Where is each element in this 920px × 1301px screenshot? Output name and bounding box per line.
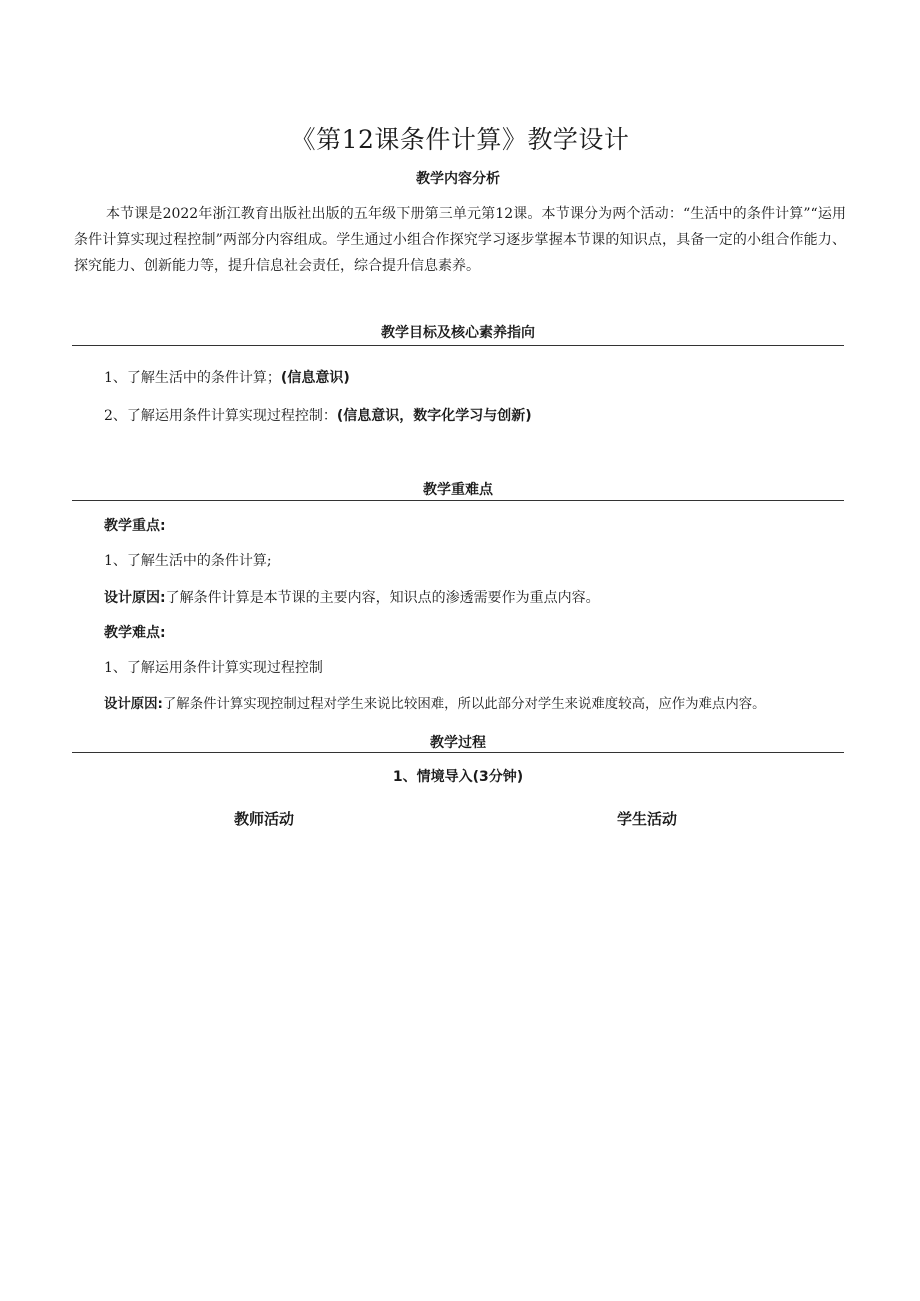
focus-item: 1、了解生活中的条件计算; [104,553,272,569]
document-title: 《第12课条件计算》教学设计 [290,125,630,154]
divider [72,500,844,501]
process-step-title: 1、情境导入(3分钟) [392,769,524,785]
focus-reason-label: 设计原因: [104,590,166,606]
difficulty-reason-label: 设计原因: [104,697,163,712]
objective-text: 1、了解生活中的条件计算； [104,370,281,386]
objective-tag: (信息意识) [280,370,350,386]
content-analysis-heading: 教学内容分析 [416,171,500,187]
divider [72,345,844,346]
difficulty-label: 教学难点: [104,625,166,641]
objective-tag: (信息意识，数字化学习与创新) [336,408,532,424]
divider [72,752,844,753]
objectives-heading: 教学目标及核心素养指向 [381,325,535,341]
objective-item [104,367,350,387]
student-activity-header: 学生活动 [617,810,678,828]
difficulty-reason-text: 了解条件计算实现控制过程对学生来说比较困难，所以此部分对学生来说难度较高，应作为难点内容。 [162,697,766,712]
focus-label: 教学重点: [104,518,166,534]
content-analysis-paragraph: 本节课是2022年浙江教育出版社出版的五年级下册第三单元第12课。本节课分为两个活动：“生活中的条件计算”“运用条件计算实现过程控制”两部分内容组成。学生通过小组合作探究学习逐步掌握本节课的知识点，具备一定的小组合作能力、探究能力、创新能力等，提升信息社会责任，综合提升信息素养。 [74,206,846,274]
objective-item [104,405,532,425]
key-points-heading: 教学重难点 [423,482,493,498]
process-heading: 教学过程 [430,735,486,751]
difficulty-reason [104,693,766,712]
objective-text: 2、了解运用条件计算实现过程控制： [104,408,337,424]
focus-reason-text: 了解条件计算是本节课的主要内容，知识点的渗透需要作为重点内容。 [165,590,600,606]
focus-reason [104,587,600,607]
difficulty-item: 1、了解运用条件计算实现过程控制 [104,660,323,676]
teacher-activity-header: 教师活动 [234,810,295,828]
